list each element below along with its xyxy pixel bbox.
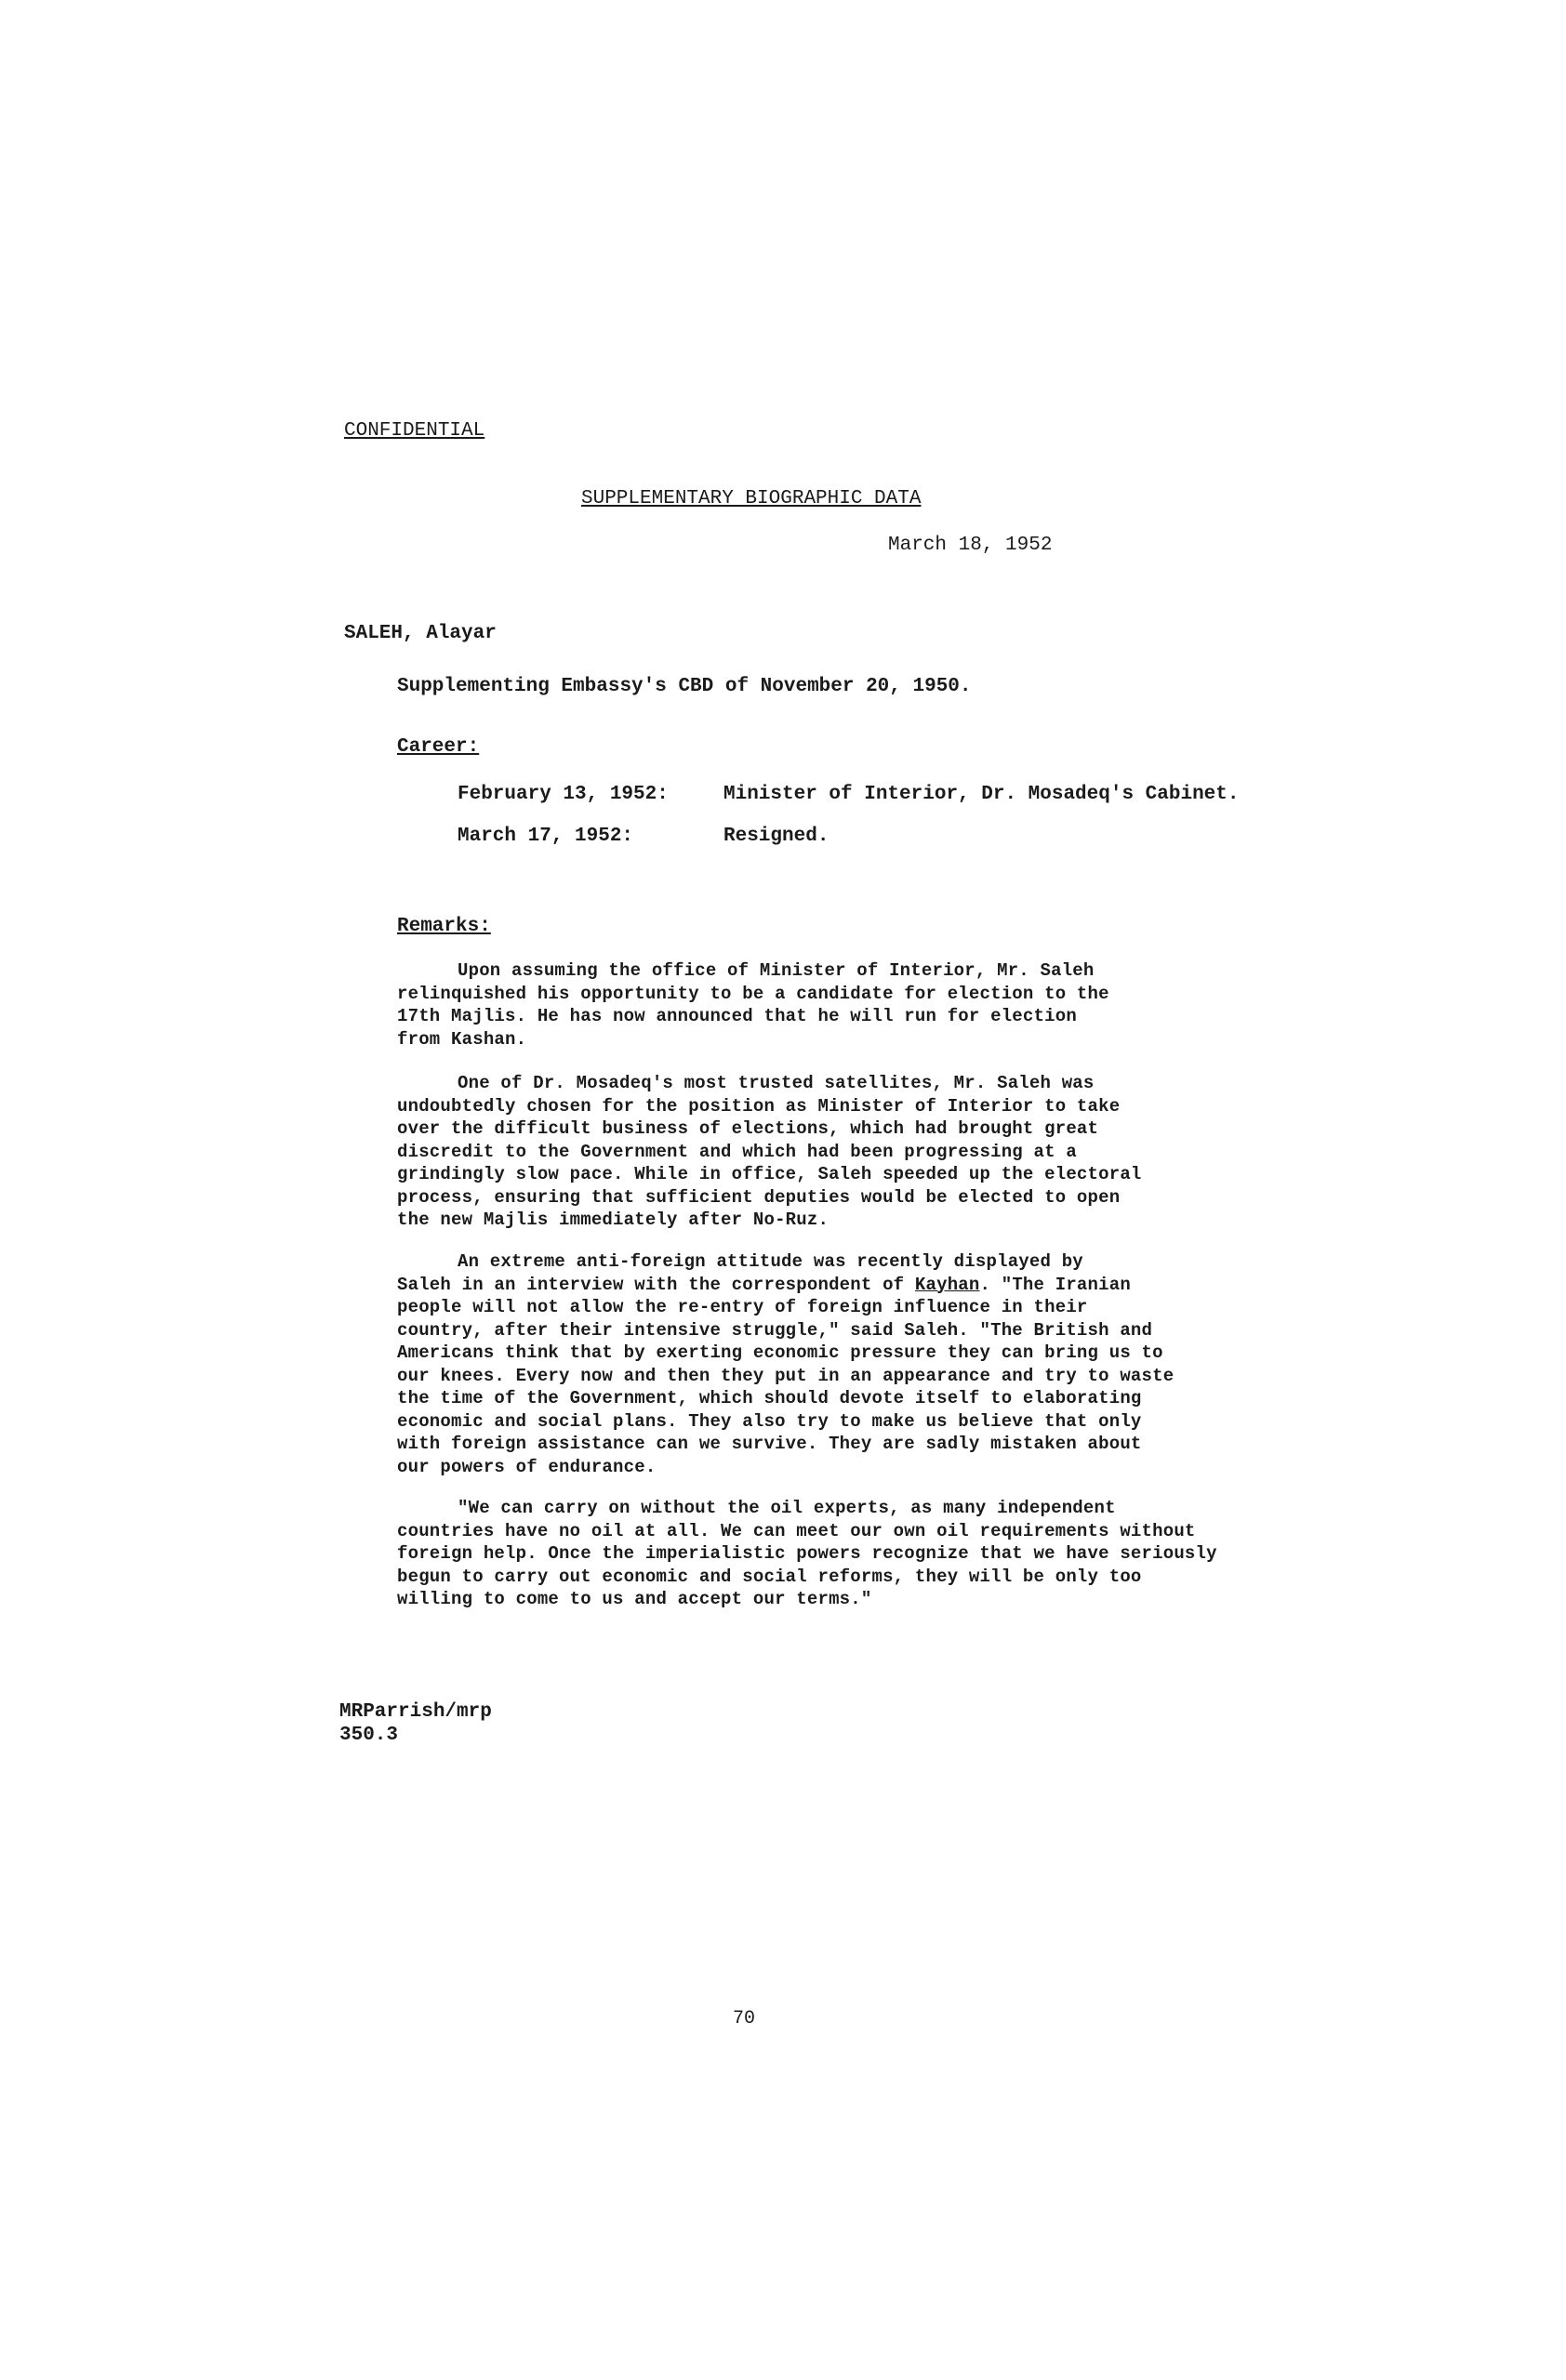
text-line: our knees. Every now and then they put in an appearance and try to waste xyxy=(397,1365,1174,1386)
text-line: willing to come to us and accept our terms." xyxy=(397,1589,872,1609)
career-entry-desc: Minister of Interior, Dr. Mosadeq's Cabinet. xyxy=(723,784,1240,805)
text-line: from Kashan. xyxy=(397,1028,527,1050)
document-title: SUPPLEMENTARY BIOGRAPHIC DATA xyxy=(581,488,922,509)
file-number: 350.3 xyxy=(339,1725,399,1746)
remarks-paragraph-4 xyxy=(397,1497,1290,1611)
text-line: our powers of endurance. xyxy=(397,1456,657,1477)
text-line: the new Majlis immediately after No-Ruz. xyxy=(397,1210,829,1230)
career-entry xyxy=(458,784,1294,812)
text-line: process, ensuring that sufficient deputies would be elected to open xyxy=(397,1186,1121,1208)
document-date: March 18, 1952 xyxy=(888,535,1053,556)
text-line: with foreign assistance can we survive. They are sadly mistaken about xyxy=(397,1434,1142,1454)
text-line: Upon assuming the office of Minister of Interior, Mr. Saleh xyxy=(458,960,1095,981)
remarks-paragraph-2 xyxy=(397,1072,1290,1232)
text-line: undoubtedly chosen for the position as Minister of Interior to take xyxy=(397,1095,1121,1117)
text-line: An extreme anti-foreign attitude was recently displayed by xyxy=(458,1251,1083,1272)
text-segment: Saleh in an interview with the correspondent of xyxy=(397,1274,915,1295)
text-line: 17th Majlis. He has now announced that he will run for election xyxy=(397,1006,1077,1026)
text-line: grindingly slow pace. While in office, Saleh speeded up the electoral xyxy=(397,1164,1142,1184)
text-line: country, after their intensive struggle," said Saleh. "The British and xyxy=(397,1319,1153,1341)
text-line: discredit to the Government and which had been progressing at a xyxy=(397,1141,1077,1162)
remarks-paragraph-3 xyxy=(397,1250,1290,1478)
supplement-line: Supplementing Embassy's CBD of November 20, 1950. xyxy=(397,676,972,697)
text-line: begun to carry out economic and social reforms, they will be only too xyxy=(397,1566,1142,1587)
career-entry xyxy=(458,826,1294,853)
career-heading: Career: xyxy=(397,736,480,758)
text-line: foreign help. Once the imperialistic powers recognize that we have seriously xyxy=(397,1543,1217,1564)
text-line: Americans think that by exerting economic pressure they can bring us to xyxy=(397,1342,1163,1363)
text-line: over the difficult business of elections, which had brought great xyxy=(397,1118,1099,1139)
career-entry-desc: Resigned. xyxy=(723,826,829,847)
career-entry-date: March 17, 1952: xyxy=(458,826,634,847)
text-line: the time of the Government, which should devote itself to elaborating xyxy=(397,1388,1142,1408)
text-line xyxy=(397,1274,1290,1297)
text-line: "We can carry on without the oil experts, as many independent xyxy=(458,1498,1116,1518)
newspaper-name: Kayhan xyxy=(914,1274,980,1295)
author-initials: MRParrish/mrp xyxy=(339,1701,492,1723)
subject-name: SALEH, Alayar xyxy=(344,623,497,644)
page-number: 70 xyxy=(733,2008,756,2030)
remarks-paragraph-1 xyxy=(397,959,1290,1051)
text-line: One of Dr. Mosadeq's most trusted satellites, Mr. Saleh was xyxy=(458,1073,1095,1093)
text-segment: . "The Iranian xyxy=(979,1274,1131,1295)
text-line: economic and social plans. They also try to make us believe that only xyxy=(397,1410,1142,1432)
classification-label: CONFIDENTIAL xyxy=(344,420,485,442)
text-line: countries have no oil at all. We can meet our own oil requirements without xyxy=(397,1520,1196,1541)
career-entry-date: February 13, 1952: xyxy=(458,784,669,805)
text-line: relinquished his opportunity to be a candidate for election to the xyxy=(397,983,1109,1004)
remarks-heading: Remarks: xyxy=(397,916,491,937)
text-line: people will not allow the re-entry of foreign influence in their xyxy=(397,1297,1088,1317)
